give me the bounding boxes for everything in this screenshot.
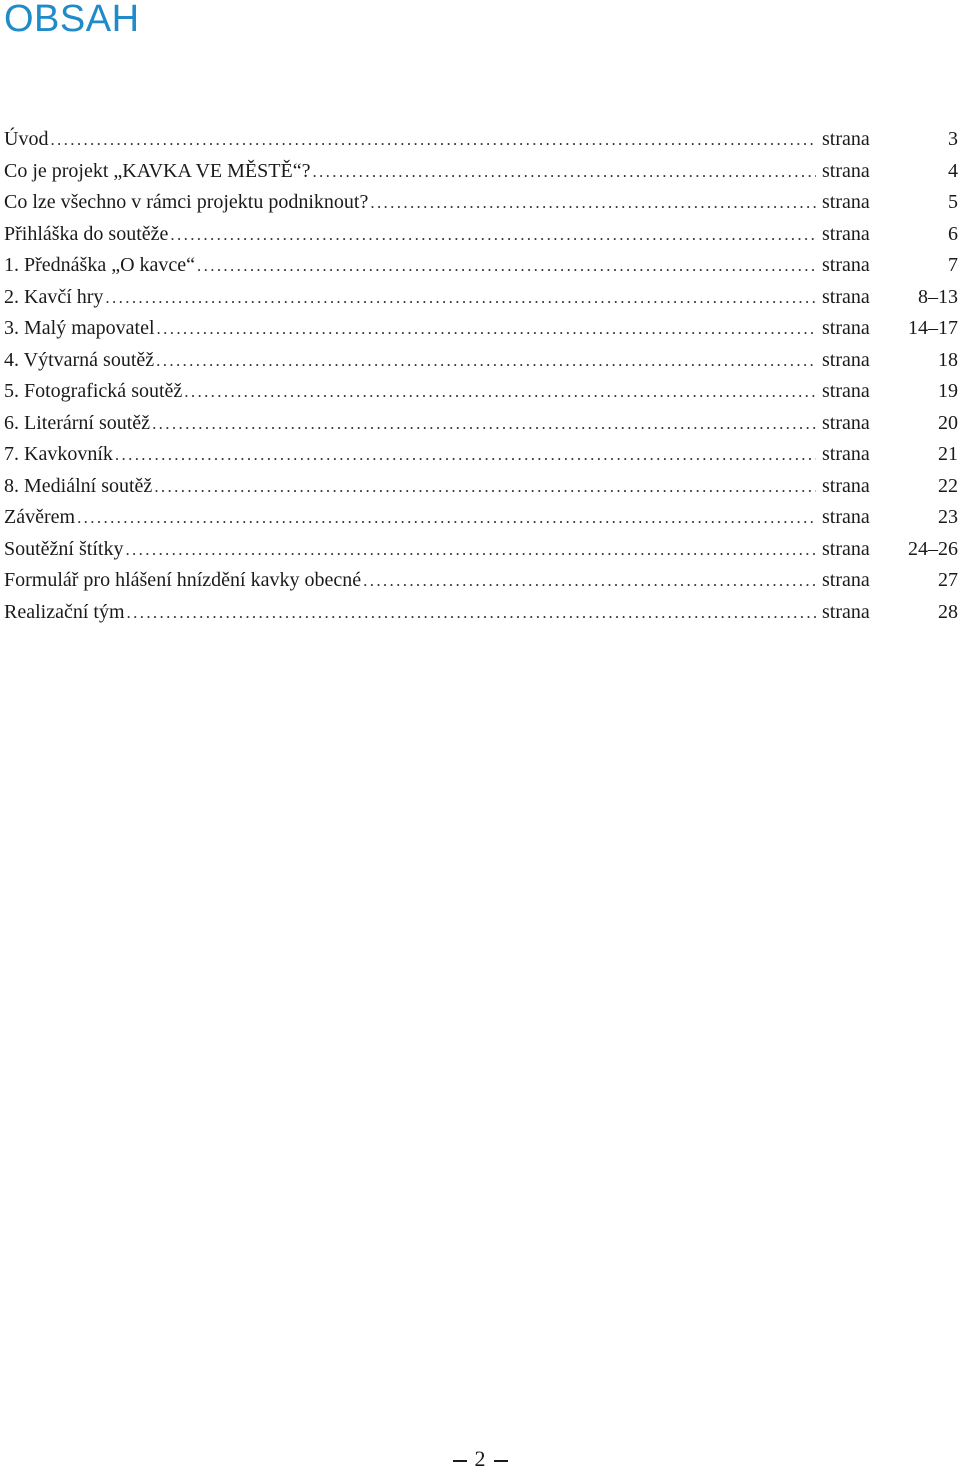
toc-page-number: 20 — [938, 411, 958, 434]
toc-row — [4, 597, 958, 629]
toc-row — [4, 219, 958, 251]
toc-strana-label: strana — [822, 285, 870, 308]
toc-entry-title: 3. Malý mapovatel — [4, 317, 155, 339]
toc-entry-title: 2. Kavčí hry — [4, 285, 104, 308]
toc-page-number: 28 — [938, 600, 958, 623]
toc-entry-title: Co je projekt „KAVKA VE MĚSTĚ“? — [4, 159, 311, 182]
toc-strana-label: strana — [822, 443, 870, 465]
toc-entry-title: 7. Kavkovník — [4, 443, 113, 465]
dash-decoration — [453, 1460, 467, 1462]
toc-page-number: 22 — [938, 474, 958, 497]
toc-row — [4, 376, 958, 408]
toc-strana-label: strana — [822, 537, 870, 560]
toc-page-number: 8–13 — [918, 285, 958, 308]
toc-entry-title: 6. Literární soutěž — [4, 411, 151, 434]
toc-row — [4, 345, 958, 377]
toc-entry-title: Závěrem — [4, 506, 76, 528]
toc-strana-label: strana — [822, 222, 870, 245]
toc-dot-leader — [77, 502, 816, 534]
toc-row — [4, 534, 958, 566]
toc-dot-leader — [312, 156, 816, 188]
toc-row — [4, 187, 958, 219]
toc-row — [4, 408, 958, 440]
toc-strana-label: strana — [822, 600, 870, 623]
toc-entry-title: 1. Přednáška „O kavce“ — [4, 254, 196, 276]
toc-page-number: 19 — [938, 380, 958, 402]
toc-row — [4, 502, 958, 534]
toc-row — [4, 565, 958, 597]
page-footer — [0, 1446, 960, 1472]
toc-entry-title: 4. Výtvarná soutěž — [4, 348, 155, 371]
toc-strana-label: strana — [822, 348, 870, 371]
toc-page-number: 18 — [938, 348, 958, 371]
toc-entry-title: Soutěžní štítky — [4, 537, 124, 560]
toc-entry-title: 5. Fotografická soutěž — [4, 380, 183, 402]
toc-strana-label: strana — [822, 506, 870, 528]
toc-strana-label: strana — [822, 254, 870, 276]
toc-dot-leader — [157, 313, 816, 345]
toc-page-number: 7 — [948, 254, 958, 276]
toc-strana-label: strana — [822, 380, 870, 402]
toc-page-number: 6 — [948, 222, 958, 245]
toc-dot-leader — [170, 219, 816, 251]
toc-dot-leader — [184, 376, 816, 408]
toc-page-number: 21 — [938, 443, 958, 465]
toc-page-number: 27 — [938, 569, 958, 591]
toc-dot-leader — [363, 565, 816, 597]
toc-strana-label: strana — [822, 159, 870, 182]
toc-row — [4, 439, 958, 471]
page-number: 2 — [474, 1446, 486, 1471]
toc-page-number: 4 — [948, 159, 958, 182]
toc-dot-leader — [105, 282, 816, 314]
toc-entry-title: Co lze všechno v rámci projektu podniknout? — [4, 191, 369, 213]
toc-entry-title: 8. Mediální soutěž — [4, 474, 153, 497]
toc-strana-label: strana — [822, 191, 870, 213]
toc-strana-label: strana — [822, 128, 870, 150]
toc-row — [4, 313, 958, 345]
toc-page-number: 24–26 — [908, 537, 958, 560]
toc-strana-label: strana — [822, 411, 870, 434]
toc-dot-leader — [156, 345, 816, 377]
toc-dot-leader — [50, 124, 816, 156]
toc-page-number: 23 — [938, 506, 958, 528]
toc-entry-title: Realizační tým — [4, 600, 125, 623]
toc-dot-leader — [370, 187, 816, 219]
toc-page-number: 5 — [948, 191, 958, 213]
toc-dot-leader — [154, 471, 816, 503]
toc-dot-leader — [125, 534, 816, 566]
dash-decoration — [494, 1460, 508, 1462]
toc-strana-label: strana — [822, 317, 870, 339]
page-title: OBSAH — [4, 0, 140, 40]
toc-row — [4, 471, 958, 503]
toc-row — [4, 250, 958, 282]
toc-strana-label: strana — [822, 569, 870, 591]
toc-dot-leader — [127, 597, 816, 629]
toc-dot-leader — [197, 250, 816, 282]
toc-entry-title: Přihláška do soutěže — [4, 222, 169, 245]
table-of-contents — [4, 124, 958, 628]
toc-row — [4, 282, 958, 314]
toc-row — [4, 124, 958, 156]
toc-strana-label: strana — [822, 474, 870, 497]
toc-entry-title: Formulář pro hlášení hnízdění kavky obecné — [4, 569, 362, 591]
toc-entry-title: Úvod — [4, 128, 49, 150]
toc-page-number: 3 — [948, 128, 958, 150]
toc-dot-leader — [152, 408, 816, 440]
toc-page-number: 14–17 — [908, 317, 958, 339]
toc-row — [4, 156, 958, 188]
toc-dot-leader — [115, 439, 816, 471]
